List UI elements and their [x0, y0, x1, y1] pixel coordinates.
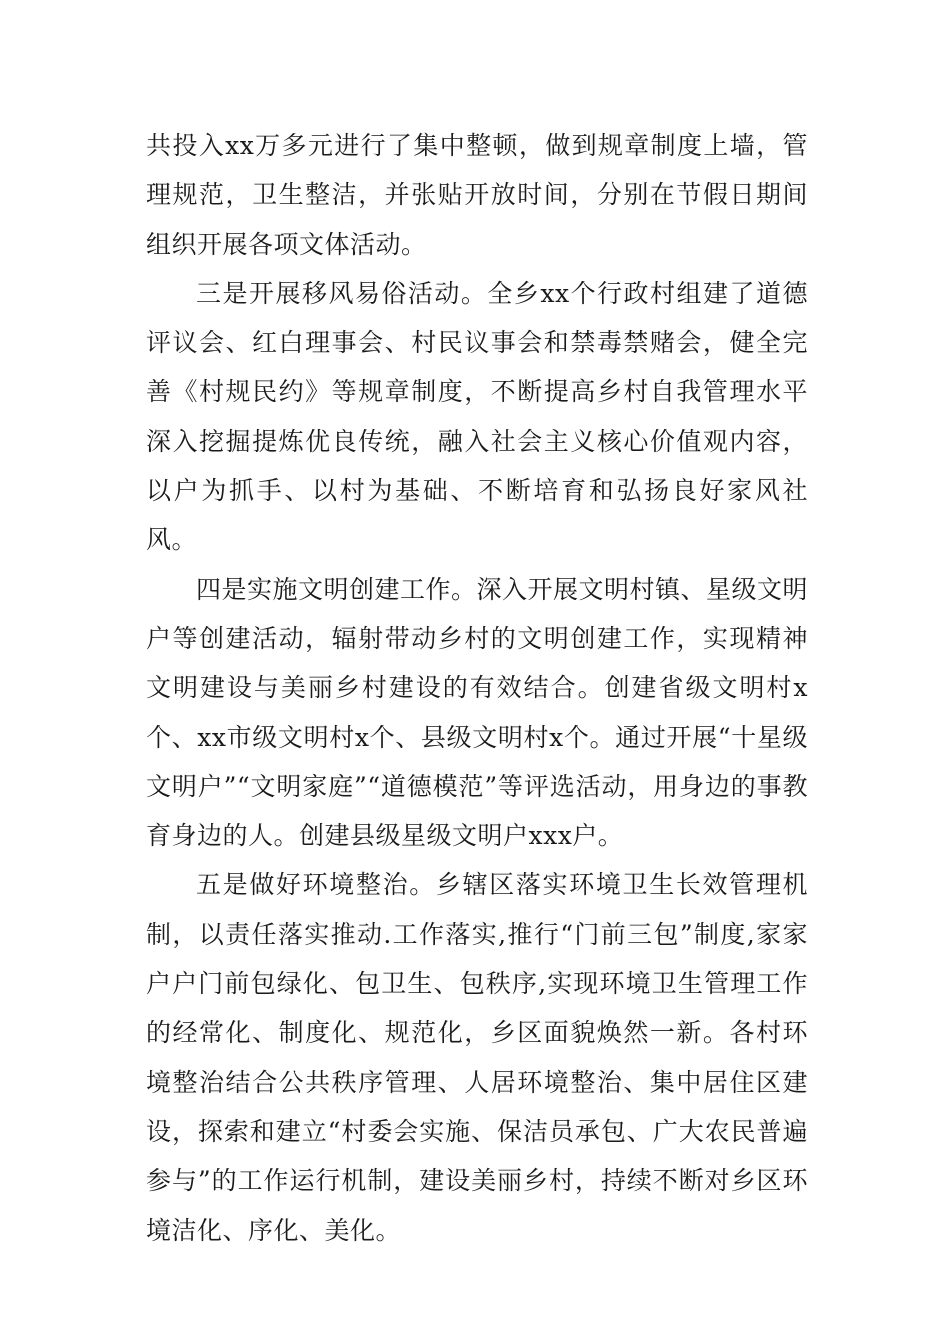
document-body [146, 121, 808, 1255]
paragraph-custom-reform: 三是开展移风易俗活动。全乡xx个行政村组建了道德评议会、红白理事会、村民议事会和禁毒禁赌会，健全完善《村规民约》等规章制度，不断提高乡村自我管理水平深入挖掘提炼优良传统，融入社会主义核心价值观内容，以户为抓手、以村为基础、不断培育和弘扬良好家风社风。 [146, 278, 808, 555]
paragraph-environment-improvement: 五是做好环境整治。乡辖区落实环境卫生长效管理机制，以责任落实推动.工作落实,推行“门前三包”制度,家家户户门前包绿化、包卫生、包秩序,实现环境卫生管理工作的经常化、制度化、规范化，乡区面貌焕然一新。各村环境整治结合公共秩序管理、人居环境整治、集中居住区建设，探索和建立“村委会实施、保洁员承包、广大农民普遍参与”的工作运行机制，建设美丽乡村，持续不断对乡区环境洁化、序化、美化。 [146, 870, 808, 1245]
paragraph-continuation: 共投入xx万多元进行了集中整顿，做到规章制度上墙，管理规范，卫生整洁，并张贴开放时间，分别在节假日期间组织开展各项文体活动。 [146, 131, 808, 259]
paragraph-civilization-building: 四是实施文明创建工作。深入开展文明村镇、星级文明户等创建活动，辐射带动乡村的文明创建工作，实现精神文明建设与美丽乡村建设的有效结合。创建省级文明村x个、xx市级文明村x个、县级文明村x个。通过开展“十星级文明户”“文明家庭”“道德模范”等评选活动，用身边的事教育身边的人。创建县级星级文明户xxx户。 [146, 574, 809, 851]
